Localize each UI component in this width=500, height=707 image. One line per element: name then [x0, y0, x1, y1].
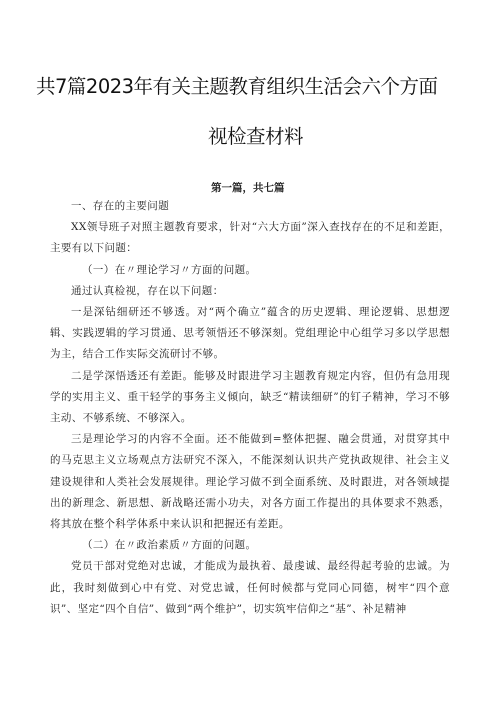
paragraph: 通过认真检视，存在以下问题： [71, 284, 224, 297]
section-heading: 一、存在的主要问题 [71, 200, 170, 212]
document-body [50, 196, 450, 620]
paragraph: 三是理论学习的内容不全面。还不能做到=整体把握、融会贯通，对贯穿其中的马克思主义立场观点方法研究不深入，不能深刻认识共产党执政规律、社会主义建设规律和人类社会发展规律。理论学习做不到全面系统、及时跟进，对各领域提出的新理念、新思想、新战略还需小功夫，对各方面工作提出的具体要求不熟悉，将其放在整个科学体系中来认识和把握还有差距。 [50, 433, 450, 531]
subsection-heading: （二）在〃政治素质〃方面的问题。 [82, 539, 257, 552]
paragraph: XX领导班子对照主题教育要求，针对“六大方面”深入查找存在的不足和差距，主要有以下问题： [50, 221, 450, 255]
document-subtitle: 第一篇，共七篇 [211, 182, 285, 194]
paragraph: 一是深钻细研还不够透。对“两个确立”蕴含的历史逻辑、理论逻辑、思想逻辑、实践逻辑的学习贯通、思考领悟还不够深刻。党组理论中心组学习多以学思想为主，结合工作实际交流研讨不够。 [50, 306, 450, 361]
paragraph: 二是学深悟透还有差距。能够及时跟进学习主题教育规定内容，但仍有急用现学的实用主义、重干轻学的事务主义倾向，缺乏“精读细研”的钉子精神，学习不够主动、不够系统、不够深入。 [50, 369, 450, 425]
document-title-line-1: 共7篇2023年有关主题教育组织生活会六个方面 [36, 75, 438, 98]
subsection-heading: （一）在〃理论学习〃方面的问题。 [82, 263, 257, 276]
paragraph: 党员干部对党绝对忠诚，才能成为最执着、最虔诚、最经得起考验的忠诚。为此，我时刻做到心中有党、对党忠诚，任何时候都与党同心同德，树牢“四个意识”、坚定“四个自信”、做到“两个维护”，切实筑牢信仰之“基”、补足精神 [50, 560, 450, 615]
document-title-line-2: 视检查材料 [208, 125, 304, 148]
